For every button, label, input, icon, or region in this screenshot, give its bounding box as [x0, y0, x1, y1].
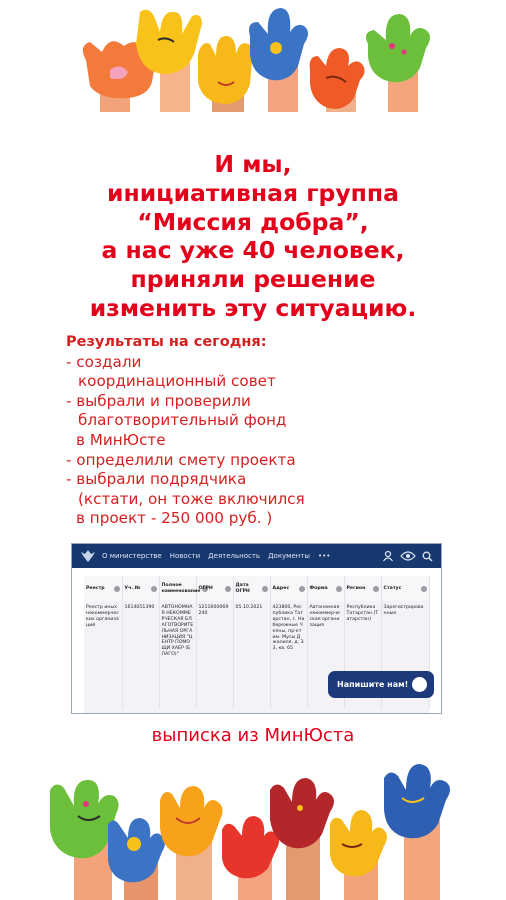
chat-icon [412, 677, 427, 692]
sort-icon[interactable] [299, 586, 305, 592]
results-line: - выбрали подрядчика [66, 470, 247, 489]
column-header[interactable] [233, 576, 270, 601]
table-cell: 1614051390 [122, 601, 159, 709]
table-cell: Республика Татарстан (Татарстан) [344, 601, 381, 709]
results-line: - выбрали и проверили [66, 391, 251, 410]
results-line: - создали [66, 352, 142, 371]
table-cell: Автономная некоммерческая организация [307, 601, 344, 709]
nav-item-documents[interactable]: Документы [268, 552, 310, 560]
sort-icon[interactable] [336, 586, 342, 592]
column-header-label: Форма [309, 585, 328, 591]
eagle-emblem-icon [80, 549, 96, 563]
headline-line: приняли решение [130, 265, 376, 294]
sort-icon[interactable] [151, 586, 157, 592]
write-to-us-label: Напишите нам! [337, 680, 409, 689]
sort-icon[interactable] [421, 586, 427, 592]
column-header-label: ОГРН [198, 585, 213, 591]
results-block [66, 333, 486, 529]
table-cell: 423800, Республика Татарстан, г. Набережные Челны, пр-кт им. Мусы Джалиля, д. 33, кв. 65 [270, 601, 307, 709]
nav-item-activity[interactable]: Деятельность [208, 552, 261, 560]
column-header[interactable] [122, 576, 159, 601]
headline-line: изменить эту ситуацию. [89, 293, 417, 322]
nav-item-news[interactable]: Новости [169, 552, 201, 560]
table-cell: 05.10.2021 [233, 601, 270, 709]
screenshot-caption: выписка из МинЮста [151, 725, 355, 746]
sort-icon[interactable] [262, 586, 268, 592]
column-header[interactable] [307, 576, 344, 601]
table-cell: АВТОНОМНАЯ НЕКОММЕРЧЕСКАЯ БЛАГОТВОРИТЕЛЬНАЯ ОРГАНИЗАЦИЯ "ЦЕНТР ПОМОЩИ ХАЕР (БЛАГО)" [159, 601, 196, 709]
column-header-label: Дата ОГРН [235, 582, 250, 594]
results-line: координационный совет [78, 372, 276, 391]
column-header[interactable] [84, 576, 122, 601]
column-header[interactable] [344, 576, 381, 601]
headline-line: И мы, [214, 150, 292, 178]
column-header[interactable] [196, 576, 233, 601]
results-line: в проект - 250 000 руб. ) [76, 509, 273, 528]
sort-icon[interactable] [114, 586, 120, 592]
results-line: в МинЮсте [76, 430, 166, 449]
nav-item-about[interactable]: О министерстве [102, 552, 162, 560]
minjust-registry-screenshot [71, 543, 442, 714]
headline-line: инициативная группа [107, 178, 399, 207]
user-icon[interactable] [382, 550, 394, 562]
painted-hands-top [0, 0, 506, 112]
site-navbar [72, 544, 441, 568]
results-line: (кстати, он тоже включился [78, 489, 305, 508]
column-header-label: Статус [383, 585, 402, 591]
eye-icon[interactable] [400, 550, 416, 562]
results-line: благотворительный фонд [78, 411, 287, 430]
column-header-label: Полное наименование [161, 582, 201, 594]
column-header-label: Адрес [272, 585, 290, 591]
results-title: Результаты на сегодня: [66, 334, 267, 350]
column-header-label: Регион [346, 585, 366, 591]
table-cell: 1211600069240 [196, 601, 233, 709]
painted-hands-bottom [0, 760, 506, 900]
headline-line: “Миссия добра”, [137, 207, 369, 236]
results-line: - определили смету проекта [66, 450, 296, 469]
column-header-label: Уч. № [124, 585, 141, 591]
column-header[interactable] [159, 576, 201, 601]
search-icon[interactable] [422, 551, 433, 562]
column-header[interactable] [270, 576, 307, 601]
sort-icon[interactable] [373, 586, 379, 592]
sort-icon[interactable] [225, 586, 231, 592]
write-to-us-button[interactable] [328, 671, 434, 698]
nav-more-menu[interactable]: ••• [317, 552, 331, 560]
table-cell: Зарегистрированные [381, 601, 429, 709]
headline-line: а нас уже 40 человек, [101, 236, 405, 265]
table-header-row [84, 576, 429, 601]
column-header[interactable] [381, 576, 429, 601]
headline [0, 150, 506, 323]
table-cell: Реестр иных некоммерческих организаций [84, 601, 122, 709]
column-header-label: Реестр [86, 585, 105, 591]
